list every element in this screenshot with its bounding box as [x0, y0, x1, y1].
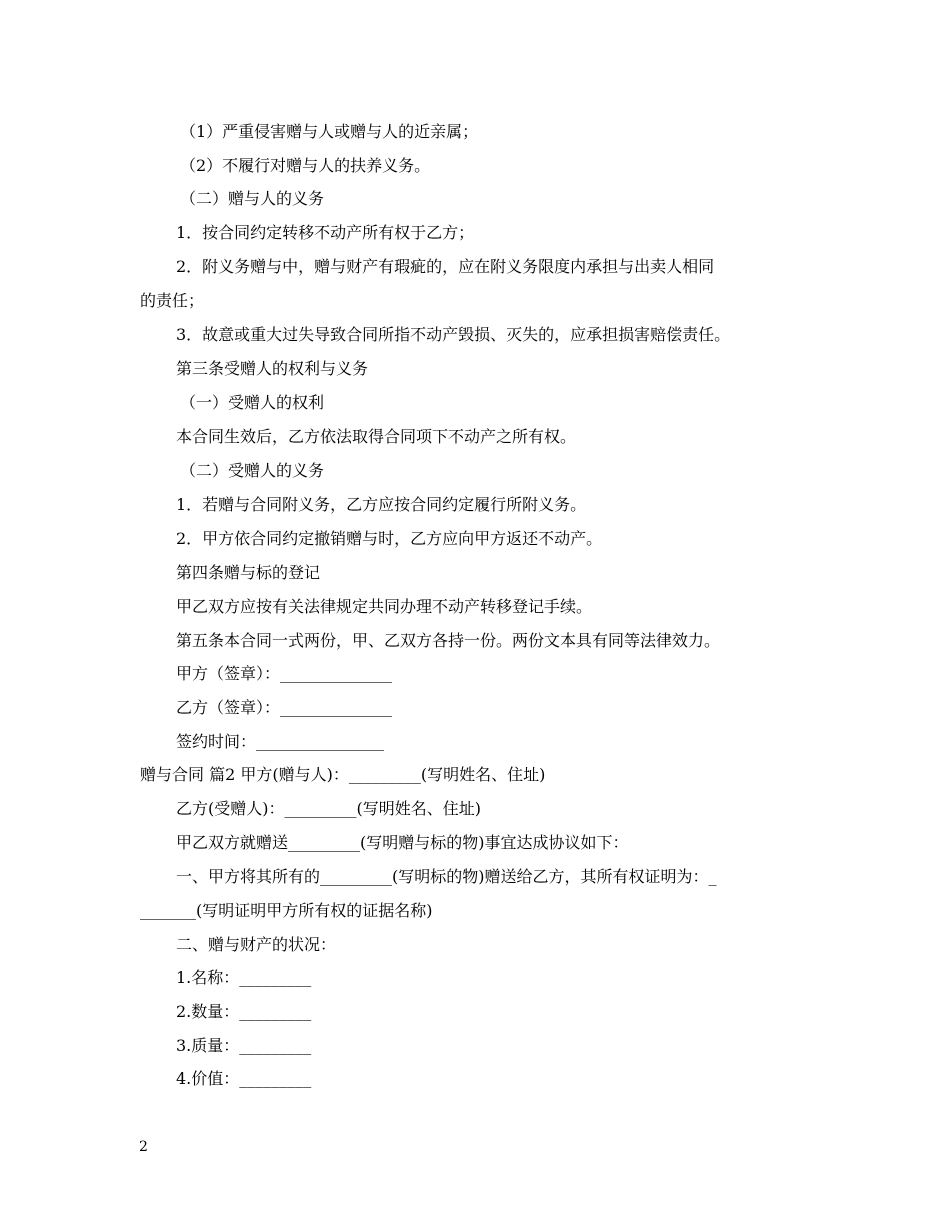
text-line: 甲乙双方应按有关法律规定共同办理不动产转移登记手续。 — [176, 597, 593, 616]
text-line: （二）受赠人的义务 — [180, 461, 325, 480]
signature-line: 签约时间：________________ — [176, 732, 385, 751]
text-line: （2）不履行对赠与人的扶养义务。 — [180, 156, 431, 175]
list-item: 4.价值：_________ — [176, 1069, 312, 1088]
text-line: （一）受赠人的权利 — [180, 393, 325, 412]
contract-heading: 赠与合同 篇2 甲方(赠与人)：_________(写明姓名、住址) — [140, 765, 546, 784]
text-line: 3．故意或重大过失导致合同所指不动产毁损、灭失的，应承担损害赔偿责任。 — [176, 325, 731, 344]
text-line: 第五条本合同一式两份，甲、乙双方各持一份。两份文本具有同等法律效力。 — [176, 631, 721, 650]
text-line: 1．若赠与合同附义务，乙方应按合同约定履行所附义务。 — [176, 495, 587, 514]
text-line: 本合同生效后，乙方依法取得合同项下不动产之所有权。 — [176, 427, 577, 446]
section-heading: 第四条赠与标的登记 — [176, 563, 321, 582]
text-line: 2．附义务赠与中，赠与财产有瑕疵的，应在附义务限度内承担与出卖人相同 — [176, 257, 715, 276]
list-item: 1.名称：_________ — [176, 968, 312, 987]
signature-line: 甲方（签章）：______________ — [176, 664, 393, 683]
text-line: 甲乙双方就赠送_________(写明赠与标的物)事宜达成协议如下： — [176, 833, 629, 852]
text-line: 1．按合同约定转移不动产所有权于乙方； — [176, 223, 475, 242]
signature-line: 乙方（签章）：______________ — [176, 698, 393, 717]
text-line: 乙方(受赠人)：_________(写明姓名、住址) — [176, 799, 481, 818]
section-heading: 第三条受赠人的权利与义务 — [176, 359, 369, 378]
list-item: 2.数量：_________ — [176, 1002, 312, 1021]
text-line: 一、甲方将其所有的_________(写明标的物)赠送给乙方，其所有权证明为：_ — [176, 867, 717, 886]
text-line: 二、赠与财产的状况： — [176, 935, 337, 954]
page-number: 2 — [139, 1139, 148, 1155]
text-line: _______(写明证明甲方所有权的证据名称) — [140, 901, 433, 920]
text-line: （1）严重侵害赠与人或赠与人的近亲属； — [180, 122, 479, 141]
text-line: 的责任； — [140, 291, 205, 310]
text-line: 2．甲方依合同约定撤销赠与时，乙方应向甲方返还不动产。 — [176, 529, 603, 548]
list-item: 3.质量：_________ — [176, 1036, 312, 1055]
text-line: （二）赠与人的义务 — [180, 189, 325, 208]
